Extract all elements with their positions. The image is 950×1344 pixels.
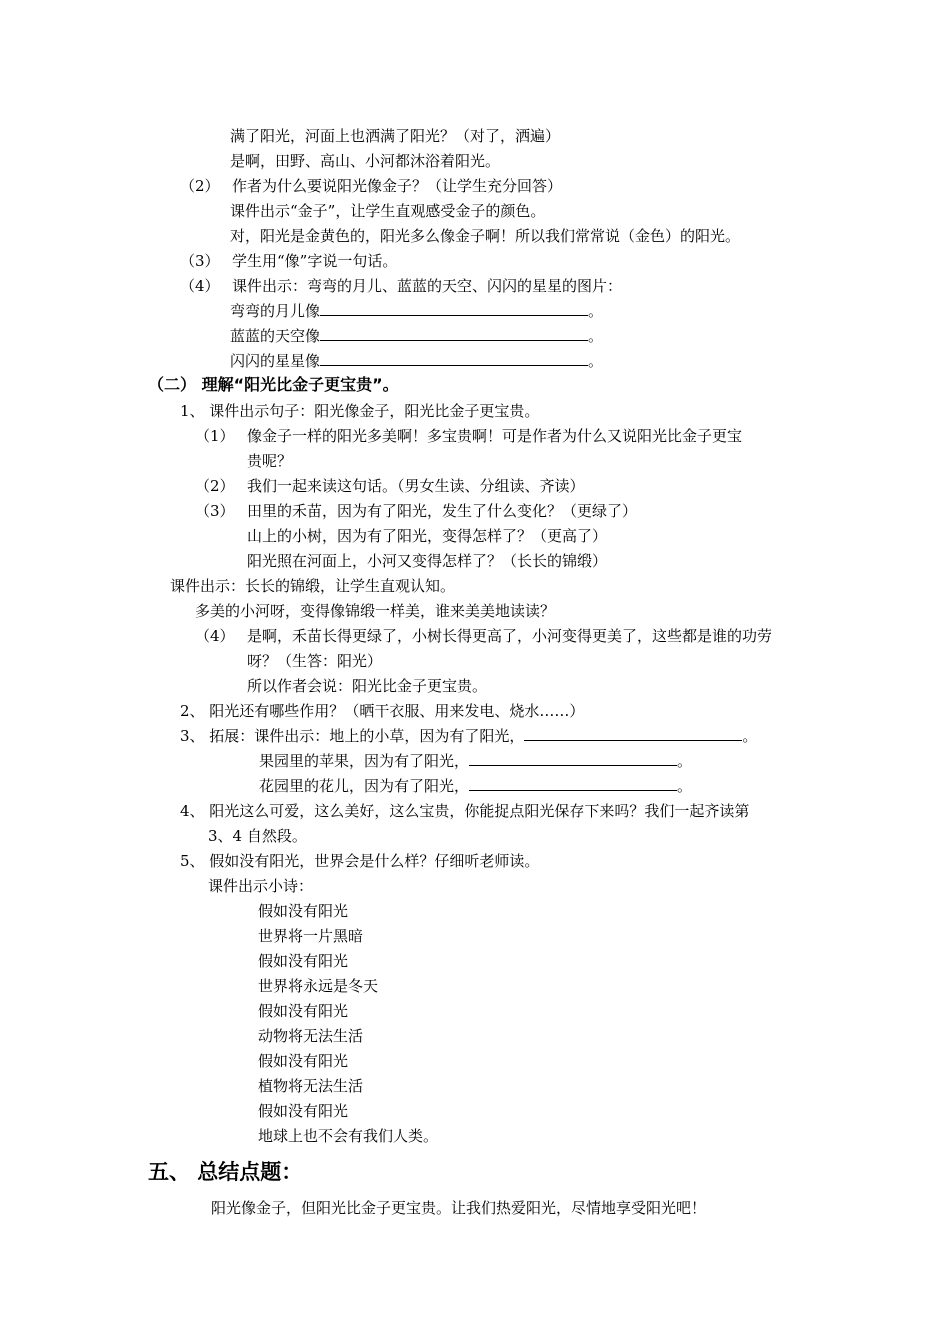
poem-line: 植物将无法生活 <box>258 1077 364 1095</box>
text-line: 贵呢？ <box>247 452 293 470</box>
text-line: 所以作者会说：阳光比金子更宝贵。 <box>247 677 488 695</box>
answer-blank <box>469 751 677 766</box>
fill-in-line <box>230 326 603 346</box>
text-line: 4、 阳光这么可爱，这么美好，这么宝贵，你能捉点阳光保存下来吗？我们一起齐读第 <box>180 802 750 820</box>
item-number: （1） <box>195 427 235 445</box>
poem-line: 世界将永远是冬天 <box>258 977 379 995</box>
poem-line: 世界将一片黑暗 <box>258 927 364 945</box>
text-line <box>180 251 397 271</box>
item-number: （2） <box>180 177 220 195</box>
text-line: 多美的小河呀，变得像锦缎一样美，谁来美美地读读？ <box>195 602 556 620</box>
period: 。 <box>677 777 693 795</box>
period: 。 <box>588 352 604 370</box>
item-number: （4） <box>195 627 235 645</box>
item-number: （4） <box>180 277 220 295</box>
text-line: 1、 课件出示句子：阳光像金子，阳光比金子更宝贵。 <box>180 402 540 420</box>
item-text: 作者为什么要说阳光像金子？（让学生充分回答） <box>232 177 563 195</box>
fill-prompt: 果园里的苹果，因为有了阳光， <box>259 752 470 770</box>
poem-line: 假如没有阳光 <box>258 902 349 920</box>
text-line: 2、 阳光还有哪些作用？（晒干衣服、用来发电、烧水……） <box>180 702 585 720</box>
poem-line: 动物将无法生活 <box>258 1027 364 1045</box>
poem-line: 假如没有阳光 <box>258 1102 349 1120</box>
poem-line: 假如没有阳光 <box>258 1002 349 1020</box>
item-text: 学生用“像”字说一句话。 <box>232 252 398 270</box>
text-line: 阳光像金子，但阳光比金子更宝贵。让我们热爱阳光，尽情地享受阳光吧！ <box>211 1199 707 1217</box>
fill-in-line <box>259 776 692 796</box>
answer-blank <box>469 776 677 791</box>
text-line: 满了阳光，河面上也洒满了阳光？（对了，洒遍） <box>230 127 561 145</box>
section-heading: （二） 理解“阳光比金子更宝贵”。 <box>148 375 399 394</box>
text-line: 课件出示“金子”，让学生直观感受金子的颜色。 <box>230 202 546 220</box>
period: 。 <box>588 327 604 345</box>
section-heading: 五、 总结点题： <box>148 1160 303 1184</box>
text-line: 山上的小树，因为有了阳光，变得怎样了？（更高了） <box>247 527 608 545</box>
item-text: 我们一起来读这句话。（男女生读、分组读、齐读） <box>247 477 585 495</box>
item-text: 像金子一样的阳光多美啊！多宝贵啊！可是作者为什么又说阳光比金子更宝 <box>247 427 743 445</box>
fill-in-line <box>230 351 603 371</box>
fill-in-line <box>259 751 692 771</box>
fill-prompt: 3、 拓展：课件出示：地上的小草，因为有了阳光， <box>180 727 525 745</box>
item-text: 课件出示：弯弯的月儿、蓝蓝的天空、闪闪的星星的图片： <box>232 277 623 295</box>
fill-prompt: 弯弯的月儿像 <box>230 302 321 320</box>
fill-prompt: 闪闪的星星像 <box>230 352 321 370</box>
text-line: 阳光照在河面上，小河又变得怎样了？（长长的锦缎） <box>247 552 608 570</box>
answer-blank <box>320 326 588 341</box>
fill-in-line <box>180 726 757 746</box>
answer-blank <box>524 726 742 741</box>
period: 。 <box>588 302 604 320</box>
period: 。 <box>742 727 758 745</box>
text-line: 课件出示：长长的锦缎，让学生直观认知。 <box>170 577 456 595</box>
item-number: （2） <box>195 477 235 495</box>
text-line: 呀？（生答：阳光） <box>247 652 383 670</box>
fill-prompt: 花园里的花儿，因为有了阳光， <box>259 777 470 795</box>
period: 。 <box>677 752 693 770</box>
fill-prompt: 蓝蓝的天空像 <box>230 327 321 345</box>
answer-blank <box>320 301 588 316</box>
item-text: 田里的禾苗，因为有了阳光，发生了什么变化？（更绿了） <box>247 502 638 520</box>
poem-line: 假如没有阳光 <box>258 952 349 970</box>
text-line: 课件出示小诗： <box>208 877 314 895</box>
text-line: 3、4 自然段。 <box>208 827 307 845</box>
fill-in-line <box>230 301 603 321</box>
text-line <box>180 276 622 296</box>
item-number: （3） <box>180 252 220 270</box>
text-line <box>195 626 772 646</box>
text-line <box>180 176 562 196</box>
text-line <box>195 501 637 521</box>
text-line: 是啊，田野、高山、小河都沐浴着阳光。 <box>230 152 501 170</box>
text-line <box>195 476 585 496</box>
text-line: 5、 假如没有阳光，世界会是什么样？仔细听老师读。 <box>180 852 540 870</box>
item-number: （3） <box>195 502 235 520</box>
item-text: 是啊，禾苗长得更绿了，小树长得更高了，小河变得更美了，这些都是谁的功劳 <box>247 627 773 645</box>
poem-line: 地球上也不会有我们人类。 <box>258 1127 439 1145</box>
text-line <box>195 426 742 446</box>
text-line: 对，阳光是金黄色的，阳光多么像金子啊！所以我们常常说（金色）的阳光。 <box>230 227 741 245</box>
poem-line: 假如没有阳光 <box>258 1052 349 1070</box>
answer-blank <box>320 351 588 366</box>
